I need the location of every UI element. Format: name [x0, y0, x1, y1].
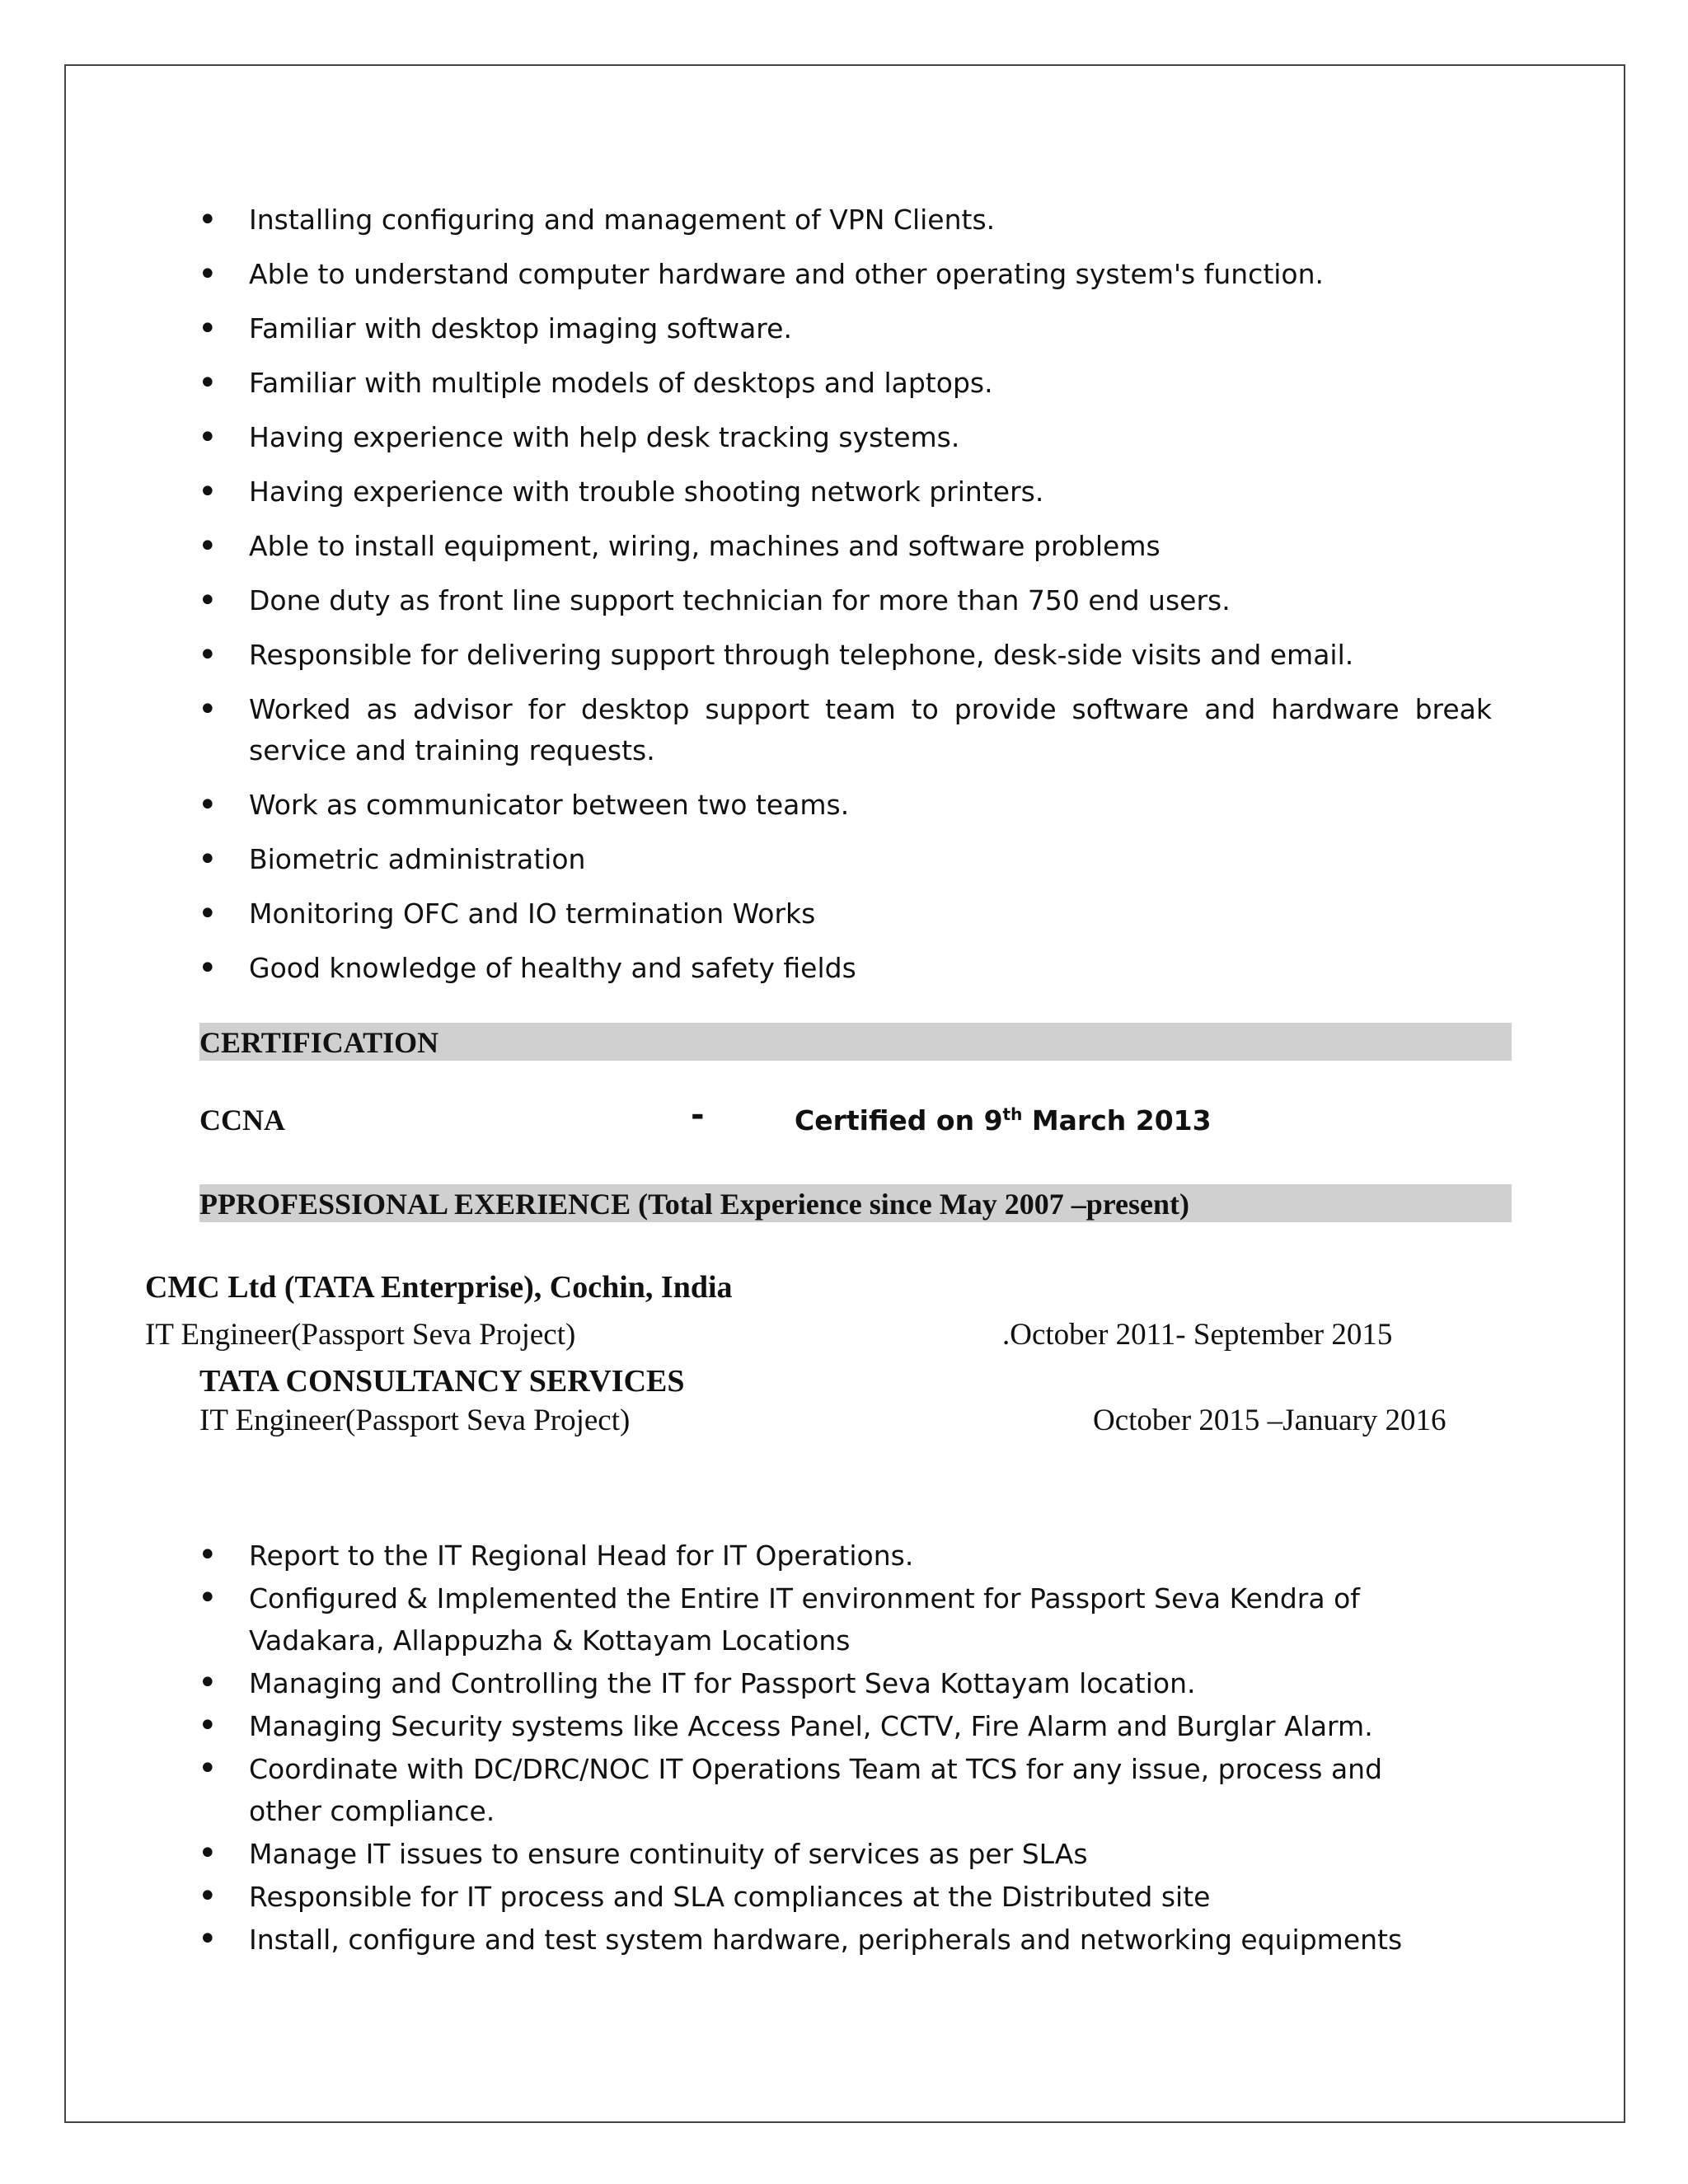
list-item: • Monitoring OFC and IO termination Works — [198, 893, 1492, 935]
certification-heading: CERTIFICATION — [199, 1023, 1512, 1061]
list-item: • Able to install equipment, wiring, machines and software problems — [198, 526, 1492, 567]
list-item: • Configured & Implemented the Entire IT environment for Passport Seva Kendra of Vadakara, Allappuzha & Kottayam Locations — [198, 1577, 1451, 1661]
certification-separator: - — [691, 1096, 705, 1134]
job-role: IT Engineer(Passport Seva Project) — [199, 1404, 631, 1437]
list-item: • Report to the IT Regional Head for IT Operations. — [198, 1535, 1451, 1577]
list-item: • Biometric administration — [198, 839, 1492, 880]
certification-name: CCNA — [199, 1104, 285, 1137]
list-item: • Work as communicator between two teams. — [198, 785, 1492, 826]
certified-prefix: Certified on 9 — [795, 1104, 1003, 1137]
list-item: • Coordinate with DC/DRC/NOC IT Operations Team at TCS for any issue, process and other compliance. — [198, 1748, 1451, 1832]
skills-list — [198, 199, 1492, 1002]
list-item: • Having experience with help desk tracking systems. — [198, 417, 1492, 458]
list-item: • Familiar with desktop imaging software. — [198, 308, 1492, 349]
list-item: • Familiar with multiple models of desktops and laptops. — [198, 363, 1492, 404]
list-item: • Done duty as front line support technician for more than 750 end users. — [198, 580, 1492, 621]
list-item: • Managing Security systems like Access Panel, CCTV, Fire Alarm and Burglar Alarm. — [198, 1705, 1451, 1747]
job-period: October 2015 –January 2016 — [1093, 1404, 1447, 1437]
list-item: • Responsible for delivering support through telephone, desk-side visits and email. — [198, 635, 1492, 676]
list-item: • Having experience with trouble shooting network printers. — [198, 471, 1492, 513]
job-period: .October 2011- September 2015 — [1002, 1318, 1393, 1352]
responsibilities-list — [198, 1535, 1451, 1961]
list-item: • Managing and Controlling the IT for Passport Seva Kottayam location. — [198, 1662, 1451, 1704]
list-item: • Worked as advisor for desktop support team to provide software and hardware break service and training requests. — [198, 689, 1492, 771]
job-company: TATA CONSULTANCY SERVICES — [199, 1364, 685, 1399]
list-item: • Responsible for IT process and SLA compliances at the Distributed site — [198, 1876, 1451, 1918]
list-item: • Good knowledge of healthy and safety fields — [198, 948, 1492, 989]
job-role: IT Engineer(Passport Seva Project) — [145, 1318, 576, 1352]
list-item: • Manage IT issues to ensure continuity of services as per SLAs — [198, 1833, 1451, 1875]
list-item: • Install, configure and test system hardware, peripherals and networking equipments — [198, 1919, 1451, 1961]
job-company: CMC Ltd (TATA Enterprise), Cochin, India — [145, 1270, 733, 1305]
certified-sup: th — [1002, 1104, 1023, 1124]
experience-heading: PPROFESSIONAL EXERIENCE (Total Experience since May 2007 –present) — [199, 1184, 1512, 1222]
certification-date — [795, 1104, 1212, 1137]
list-item: • Installing configuring and management of VPN Clients. — [198, 199, 1492, 241]
list-item: • Able to understand computer hardware and other operating system's function. — [198, 254, 1492, 295]
certified-suffix: March 2013 — [1022, 1104, 1212, 1137]
